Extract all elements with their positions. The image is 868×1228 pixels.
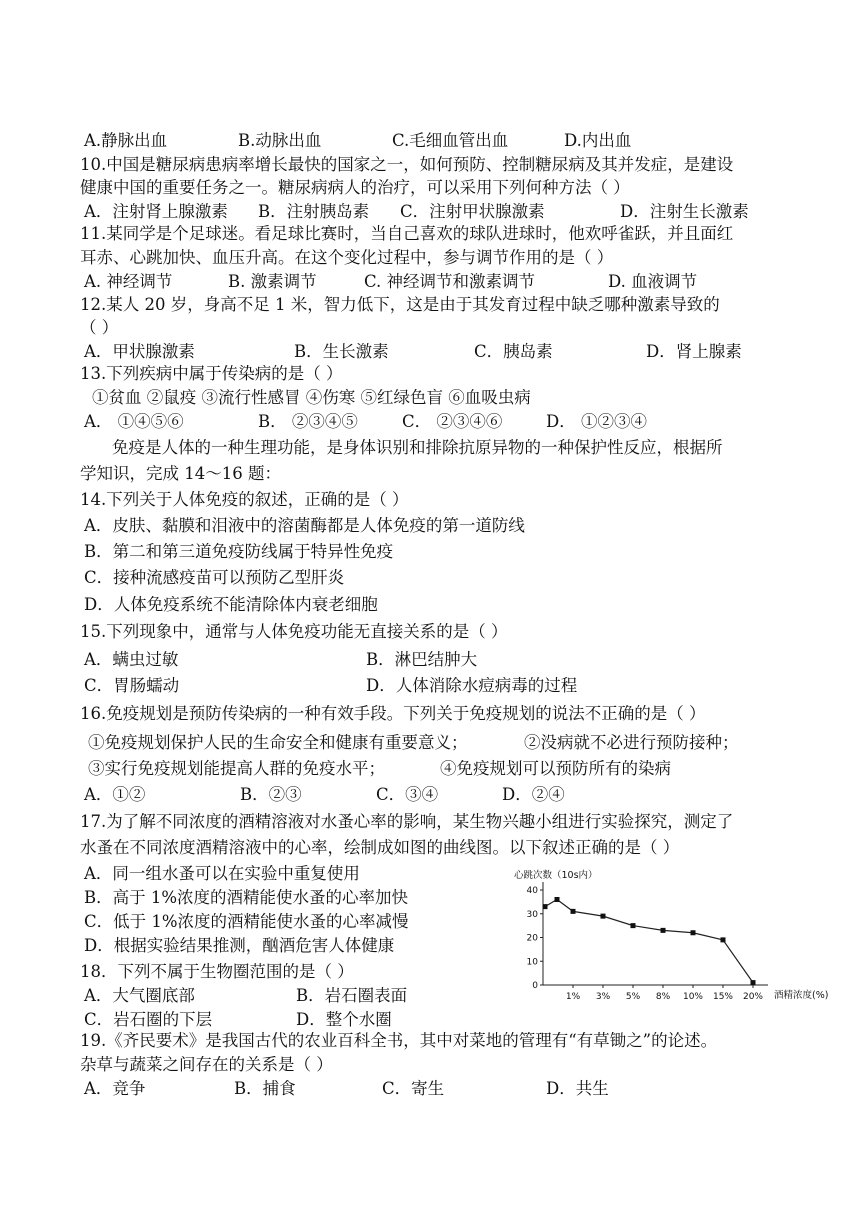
q16-option-b: B．②③ bbox=[240, 785, 302, 804]
chart-point bbox=[571, 909, 576, 914]
chart-x-tick-label: 20% bbox=[742, 992, 764, 1002]
q11-option-b: B. 激素调节 bbox=[228, 272, 317, 291]
chart-x-tick-label: 10% bbox=[682, 992, 704, 1002]
q11-option-d: D. 血液调节 bbox=[608, 272, 698, 291]
q13-option-d: D． ①②③④ bbox=[546, 412, 647, 431]
q19-option-b: B．捕食 bbox=[234, 1079, 296, 1098]
q15-option-d: D．人体消除水痘病毒的过程 bbox=[366, 676, 578, 695]
q9-option-a: A.静脉出血 bbox=[84, 131, 168, 150]
q15-option-c: C．胃肠蠕动 bbox=[84, 676, 180, 695]
q19-option-c: C．寄生 bbox=[382, 1079, 445, 1098]
q10-option-b: B．注射胰岛素 bbox=[258, 202, 370, 221]
q15-option-a: A．螨虫过敏 bbox=[84, 650, 179, 669]
chart-point bbox=[555, 897, 560, 902]
q18-option-c: C．岩石圈的下层 bbox=[84, 1010, 213, 1029]
q18-stem: 18．下列不属于生物圈范围的是（ ） bbox=[80, 962, 354, 981]
q15-option-b: B．淋巴结肿大 bbox=[366, 650, 478, 669]
q12-option-d: D．肾上腺素 bbox=[646, 342, 742, 361]
chart-x-ticks bbox=[566, 985, 764, 1002]
q17-option-c: C．低于 1%浓度的酒精能使水蚤的心率减慢 bbox=[84, 912, 409, 931]
chart-series bbox=[543, 897, 756, 985]
chart-point bbox=[543, 904, 548, 909]
q19-option-d: D．共生 bbox=[546, 1079, 609, 1098]
chart-point bbox=[631, 923, 636, 928]
q13-option-b: B． ②③④⑤ bbox=[258, 412, 358, 431]
q12-stem-line1: 12.某人 20 岁，身高不足 1 米，智力低下，这是由于其发育过程中缺乏哪种激素导致的 bbox=[80, 295, 720, 314]
chart-y-tick-label: 40 bbox=[526, 886, 538, 896]
q17-stem-line1: 17.为了解不同浓度的酒精溶液对水蚤心率的影响，某生物兴趣小组进行实验探究，测定了 bbox=[80, 812, 734, 831]
q10-stem-line1: 10.中国是糖尿病患病率增长最快的国家之一，如何预防、控制糖尿病及其并发症，是建设 bbox=[80, 155, 734, 174]
q10-option-a: A．注射肾上腺激素 bbox=[84, 202, 228, 221]
q13-items: ①贫血 ②鼠疫 ③流行性感冒 ④伤寒 ⑤红绿色盲 ⑥血吸虫病 bbox=[92, 388, 531, 407]
q10-option-d: D．注射生长激素 bbox=[620, 202, 749, 221]
chart-point bbox=[661, 928, 666, 933]
intro-line1: 免疫是人体的一种生理功能，是身体识别和排除抗原异物的一种保护性反应，根据所 bbox=[112, 438, 723, 457]
chart-y-tick-label: 10 bbox=[526, 957, 538, 968]
q16-stem: 16.免疫规划是预防传染病的一种有效手段。下列关于免疫规划的说法不正确的是（ ） bbox=[80, 704, 706, 723]
q11-option-a: A. 神经调节 bbox=[84, 272, 173, 291]
chart-point bbox=[721, 937, 726, 942]
q9-option-c: C.毛细血管出血 bbox=[392, 131, 509, 150]
chart-point bbox=[691, 930, 696, 935]
q19-stem-line1: 19.《齐民要术》是我国古代的农业百科全书，其中对菜地的管理有“有草锄之”的论述。 bbox=[80, 1031, 718, 1050]
q11-option-c: C. 神经调节和激素调节 bbox=[364, 272, 536, 291]
q14-option-a: A．皮肤、黏膜和泪液中的溶菌酶都是人体免疫的第一道防线 bbox=[84, 516, 525, 535]
q16-option-a: A．①② bbox=[84, 785, 146, 804]
q16-item2: ②没病就不必进行预防接种； bbox=[524, 733, 739, 752]
q17-option-a: A．同一组水蚤可以在实验中重复使用 bbox=[84, 864, 360, 883]
q12-option-c: C．胰岛素 bbox=[474, 342, 553, 361]
q12-option-b: B．生长激素 bbox=[294, 342, 389, 361]
q16-option-d: D．②④ bbox=[502, 785, 565, 804]
q14-stem: 14.下列关于人体免疫的叙述，正确的是（ ） bbox=[80, 490, 409, 509]
q13-option-a: A． ①④⑤⑥ bbox=[84, 412, 184, 431]
chart-point bbox=[601, 914, 606, 919]
heart-rate-chart bbox=[510, 868, 840, 1003]
q19-option-a: A．竞争 bbox=[84, 1079, 146, 1098]
q18-option-a: A．大气圈底部 bbox=[84, 986, 195, 1005]
chart-y-tick-label: 0 bbox=[532, 981, 538, 991]
q14-option-c: C．接种流感疫苗可以预防乙型肝炎 bbox=[84, 568, 345, 587]
chart-x-tick-label: 5% bbox=[625, 992, 641, 1002]
q11-stem-line2: 耳赤、心跳加快、血压升高。在这个变化过程中，参与调节作用的是（ ） bbox=[80, 248, 614, 267]
chart-y-tick-label: 20 bbox=[526, 933, 538, 944]
q18-option-b: B．岩石圈表面 bbox=[296, 986, 408, 1005]
q19-stem-line2: 杂草与蔬菜之间存在的关系是（ ） bbox=[80, 1055, 333, 1074]
q17-option-d: D．根据实验结果推测，酗酒危害人体健康 bbox=[84, 936, 395, 955]
chart-y-ticks bbox=[527, 886, 543, 991]
chart-xlabel: 酒精浓度(%) bbox=[774, 990, 829, 1001]
chart-x-tick-label: 15% bbox=[712, 992, 734, 1002]
chart-x-tick-label: 3% bbox=[595, 992, 611, 1002]
q14-option-b: B．第二和第三道免疫防线属于特异性免疫 bbox=[84, 542, 394, 561]
q12-option-a: A．甲状腺激素 bbox=[84, 342, 195, 361]
q10-stem-line2: 健康中国的重要任务之一。糖尿病病人的治疗，可以采用下列何种方法（ ） bbox=[80, 178, 630, 197]
q17-stem-line2: 水蚤在不同浓度酒精溶液中的心率，绘制成如图的曲线图。以下叙述正确的是（ ） bbox=[80, 838, 680, 857]
q13-option-c: C． ②③④⑥ bbox=[402, 412, 503, 431]
q16-item3: ③实行免疫规划能提高人群的免疫水平； bbox=[88, 759, 385, 778]
chart-y-tick-label: 30 bbox=[526, 909, 538, 920]
q17-option-b: B．高于 1%浓度的酒精能使水蚤的心率加快 bbox=[84, 888, 409, 907]
q13-stem: 13.下列疾病中属于传染病的是（ ） bbox=[80, 364, 343, 383]
chart-x-tick-label: 8% bbox=[655, 992, 671, 1002]
q11-stem-line1: 11.某同学是个足球迷。看足球比赛时，当自己喜欢的球队进球时，他欢呼雀跃，并且面红 bbox=[80, 224, 734, 243]
q12-stem-line2: （ ） bbox=[80, 318, 119, 337]
intro-line2: 学知识，完成 14～16 题： bbox=[80, 464, 281, 483]
q14-option-d: D．人体免疫系统不能清除体内衰老细胞 bbox=[84, 595, 378, 614]
q16-option-c: C．③④ bbox=[376, 785, 439, 804]
q16-item1: ①免疫规划保护人民的生命安全和健康有重要意义； bbox=[88, 733, 468, 752]
q16-item4: ④免疫规划可以预防所有的染病 bbox=[440, 759, 671, 778]
q9-option-b: B.动脉出血 bbox=[238, 131, 322, 150]
chart-axes bbox=[543, 882, 768, 985]
q10-option-c: C．注射甲状腺激素 bbox=[400, 202, 545, 221]
q9-option-d: D.内出血 bbox=[564, 131, 632, 150]
chart-x-tick-label: 1% bbox=[565, 992, 581, 1002]
q18-option-d: D．整个水圈 bbox=[296, 1010, 392, 1029]
chart-point bbox=[751, 980, 756, 985]
chart-ylabel: 心跳次数（10s内） bbox=[514, 870, 598, 881]
q15-stem: 15.下列现象中，通常与人体免疫功能无直接关系的是（ ） bbox=[80, 622, 508, 641]
